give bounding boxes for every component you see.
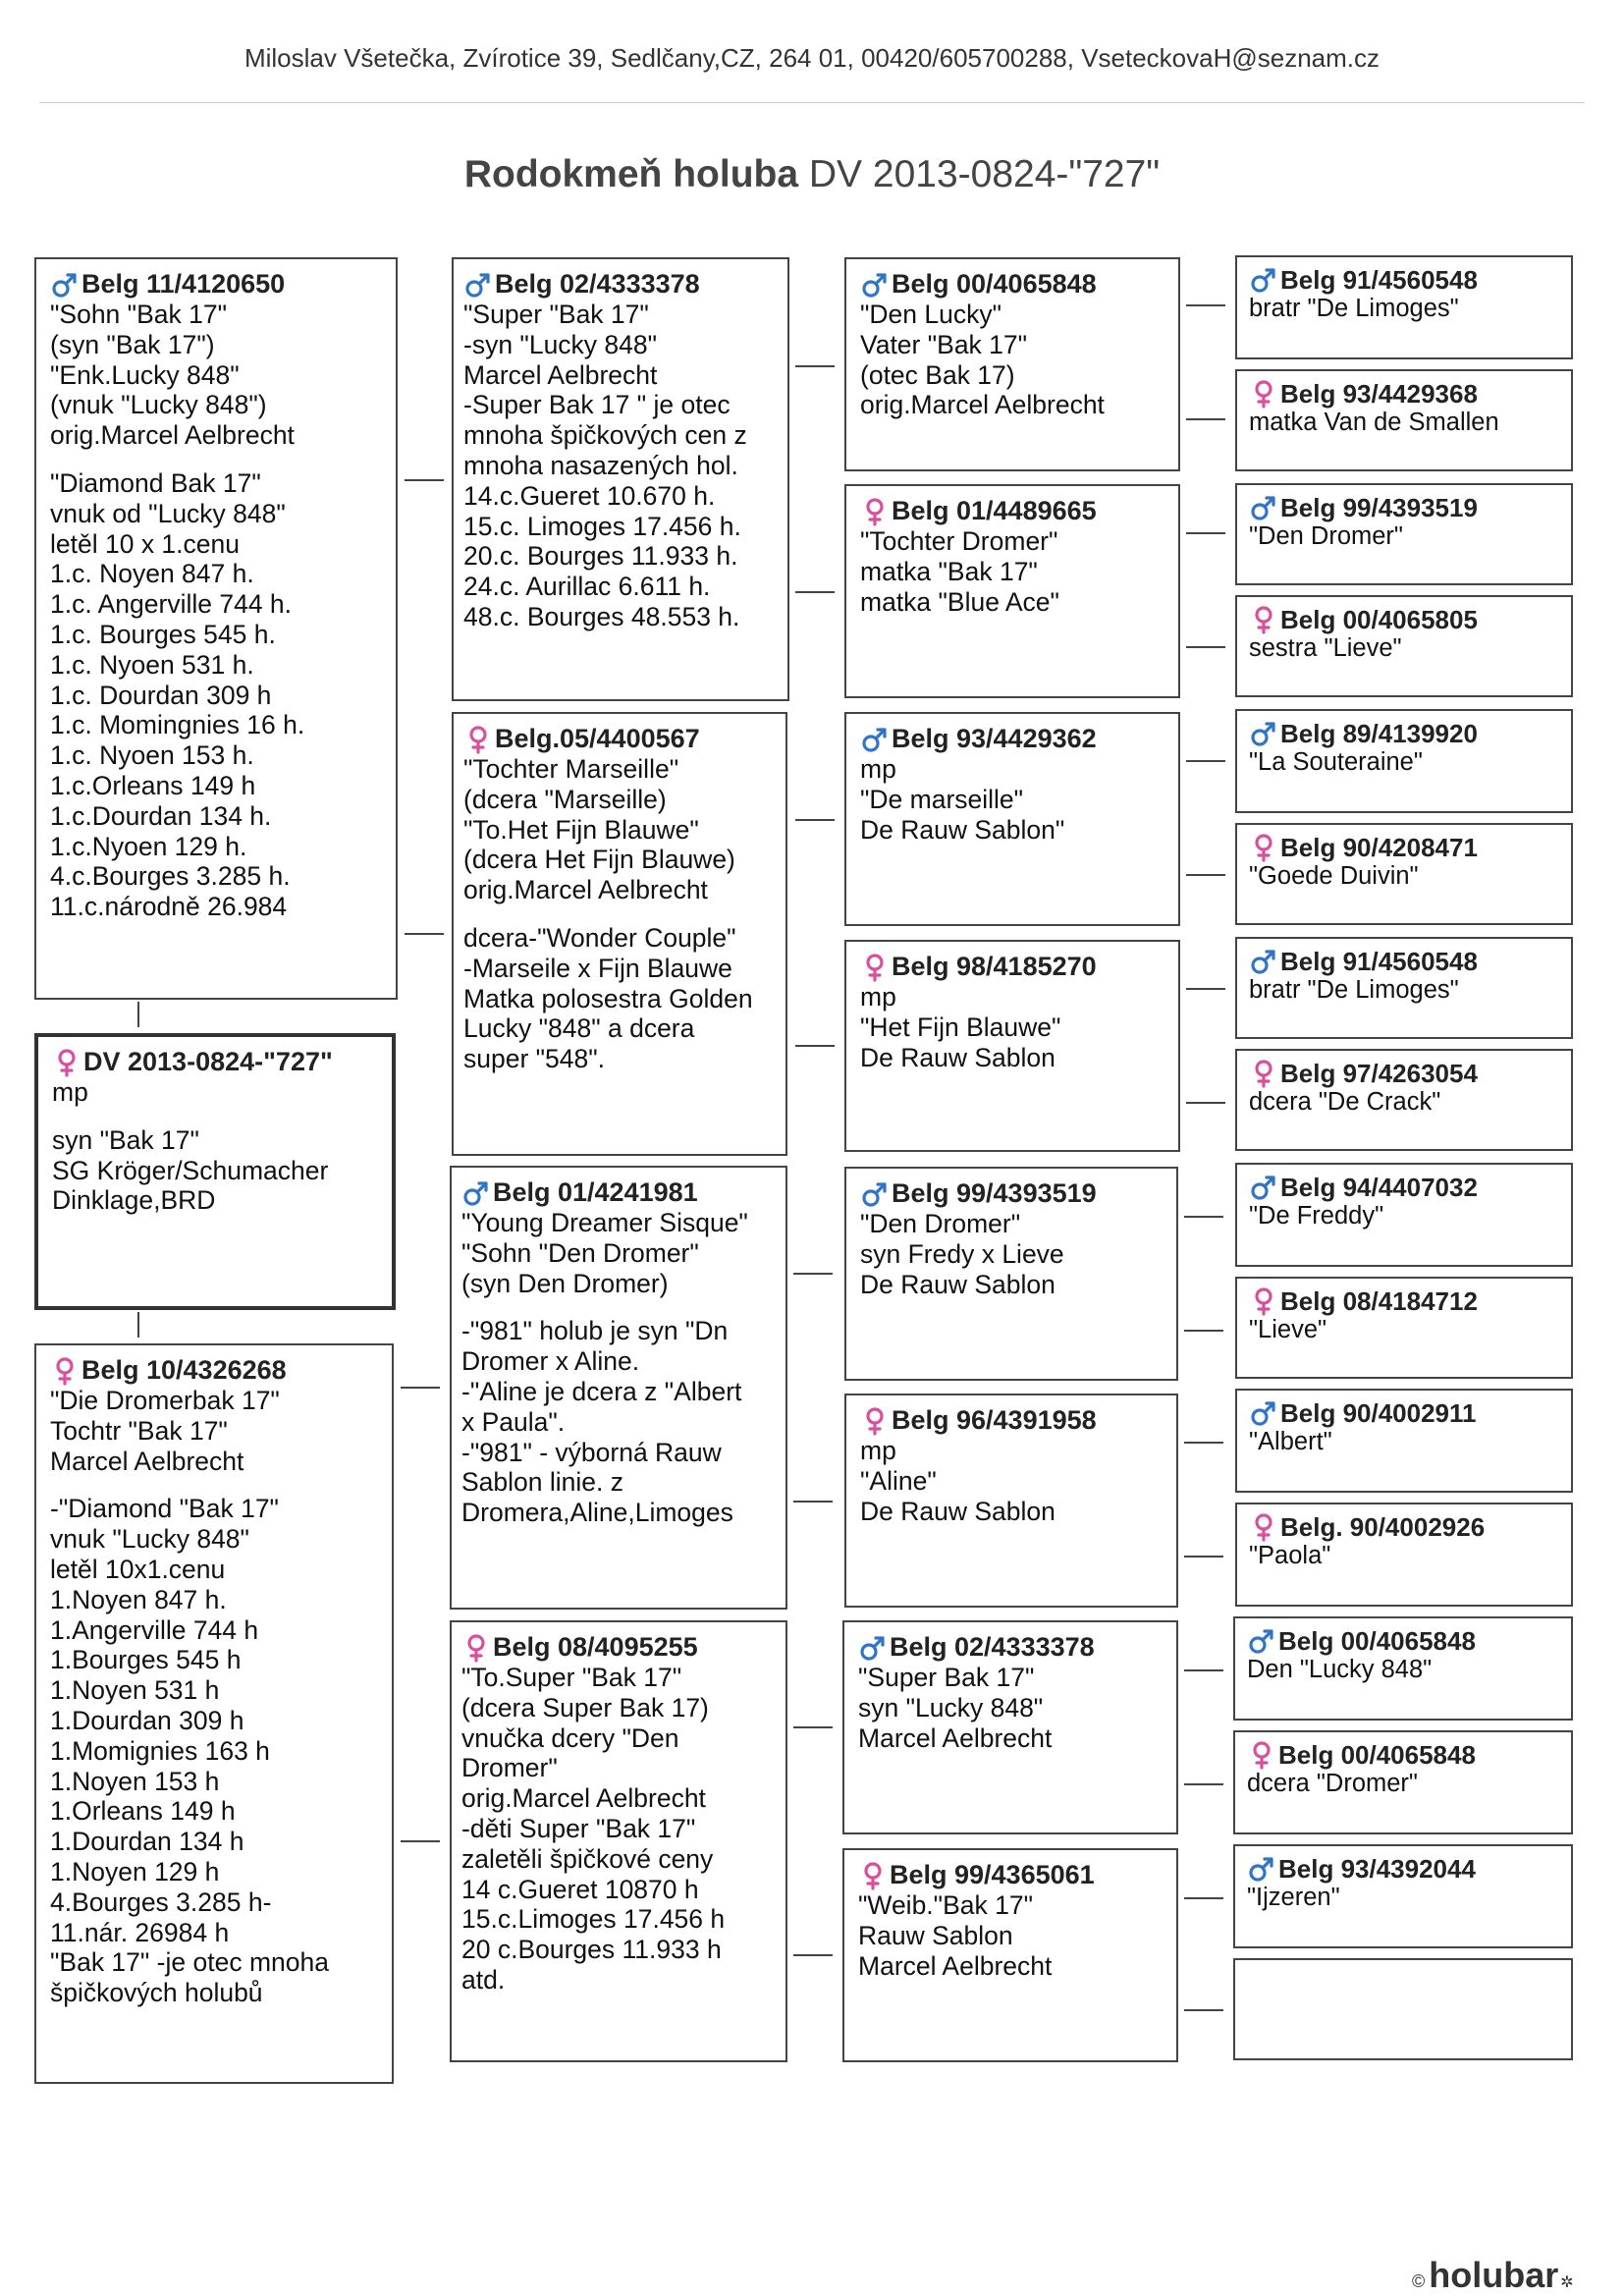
pigeon-id [50, 1355, 380, 1386]
pedigree-note-line: "Ijzeren" [1247, 1884, 1340, 1911]
pigeon-id [463, 269, 776, 300]
pedigree-note-line: (syn Den Dromer) [461, 1268, 669, 1298]
pigeon-id [52, 1047, 380, 1077]
pedigree-note-line: "Bak 17" -je otec mnoha [50, 1947, 329, 1978]
pedigree-note-line: letěl 10x1.cenu [50, 1554, 226, 1584]
pedigree-note-line: "Tochter Marseille" [463, 754, 679, 784]
pedigree-box-gen3-1 [844, 257, 1180, 471]
pedigree-note-line: "Die Dromerbak 17" [50, 1386, 280, 1415]
pigeon-id-text: Belg 00/4065805 [1280, 604, 1478, 634]
connector-line [1184, 1783, 1223, 1785]
pedigree-note-line: Dromera,Aline,Limoges [461, 1498, 733, 1528]
connector-line [137, 1002, 139, 1027]
spacer [52, 1108, 380, 1125]
pedigree-box-gen4-4 [1235, 595, 1573, 697]
pedigree-note-line: (syn "Bak 17") [50, 329, 215, 359]
connector-line [793, 1954, 833, 1956]
pigeon-id [461, 1632, 774, 1663]
connector-line [1186, 1102, 1225, 1104]
male-symbol-icon [1249, 719, 1278, 748]
female-symbol-icon [52, 1048, 81, 1077]
pedigree-note-line: orig.Marcel Aelbrecht [461, 1783, 706, 1814]
connector-line [1184, 1556, 1223, 1558]
page-title [0, 153, 1624, 196]
brand-logo-text: holubar [1429, 2255, 1559, 2295]
connector-line [1184, 2009, 1223, 2011]
pedigree-note-line: 1.c.Orleans 149 h [50, 770, 256, 800]
pedigree-note-line: "Enk.Lucky 848" [50, 359, 240, 390]
pedigree-box-gen3-7 [842, 1620, 1178, 1834]
pedigree-note-line: "Lieve" [1249, 1316, 1327, 1343]
pedigree-note-line: Lucky "848" a dcera [463, 1013, 695, 1044]
pedigree-note-line: 1.c. Angerville 744 h. [50, 589, 293, 620]
pedigree-note-line: Matka polosestra Golden [463, 983, 753, 1013]
male-symbol-icon [463, 270, 493, 300]
pigeon-id [860, 496, 1166, 526]
pedigree-box-maternal-grandfather [450, 1166, 787, 1610]
connector-line [137, 1312, 139, 1338]
connector-line [795, 591, 835, 593]
pedigree-box-gen4-8 [1235, 1049, 1573, 1151]
pigeon-id [1249, 1512, 1561, 1542]
pedigree-box-gen4-14 [1233, 1730, 1573, 1834]
connector-line [1186, 988, 1225, 990]
pedigree-note-line: "Super Bak 17" [858, 1663, 1035, 1692]
pedigree-box-gen4-2 [1235, 369, 1573, 471]
pedigree-box-paternal-grandfather [452, 257, 789, 701]
pedigree-note-line: 1.Dourdan 134 h [50, 1827, 244, 1857]
pedigree-note-line: 1.Noyen 531 h [50, 1675, 220, 1706]
pigeon-id-text: Belg 93/4429368 [1280, 378, 1478, 409]
pedigree-note-line: 20.c. Bourges 11.933 h. [463, 541, 738, 572]
spacer [463, 905, 774, 923]
pigeon-id [860, 1178, 1164, 1209]
pigeon-id [1249, 493, 1561, 522]
pedigree-note-line: 15.c. Limoges 17.456 h. [463, 511, 741, 541]
pedigree-note-line: "Young Dreamer Sisque" [461, 1208, 748, 1237]
pedigree-box-gen4-3 [1235, 483, 1573, 585]
pigeon-id-text: Belg 00/4065848 [1278, 1625, 1476, 1656]
connector-line [1184, 1330, 1223, 1332]
pigeon-id-text: Belg 93/4429362 [892, 724, 1097, 753]
pedigree-box-gen4-10 [1235, 1277, 1573, 1379]
female-symbol-icon [461, 1633, 491, 1663]
pedigree-box-gen4-16 [1233, 1958, 1573, 2060]
pigeon-id-text: Belg 89/4139920 [1280, 718, 1478, 748]
spacer [50, 451, 384, 468]
pedigree-note-line: Marcel Aelbrecht [50, 1446, 244, 1476]
pedigree-note-line: -"Diamond "Bak 17" [50, 1494, 279, 1524]
male-symbol-icon [1249, 265, 1278, 295]
pigeon-id-text: Belg. 90/4002926 [1280, 1511, 1486, 1542]
pigeon-id [1249, 719, 1561, 748]
pedigree-note-line: 1.c. Nyoen 153 h. [50, 740, 254, 771]
connector-line [795, 819, 835, 821]
female-symbol-icon [1249, 605, 1278, 634]
pedigree-note-line: "Den Lucky" [860, 300, 1002, 329]
pedigree-box-gen3-2 [844, 484, 1180, 698]
connector-line [405, 479, 444, 481]
pedigree-note-line: syn "Lucky 848" [858, 1692, 1044, 1722]
pedigree-note-line: Den "Lucky 848" [1247, 1656, 1433, 1683]
pigeon-id-text: Belg 02/4333378 [890, 1632, 1095, 1662]
pedigree-note-line: syn Fredy x Lieve [860, 1238, 1064, 1269]
pedigree-note-line: 24.c. Aurillac 6.611 h. [463, 572, 711, 602]
pedigree-note-line: mnoha špičkových cen z [463, 420, 747, 451]
pigeon-id-text: Belg 10/4326268 [81, 1355, 287, 1385]
pigeon-id-text: Belg 90/4208471 [1280, 832, 1478, 862]
female-symbol-icon [1249, 1059, 1278, 1088]
pedigree-note-line: bratr "De Limoges" [1249, 976, 1459, 1004]
male-symbol-icon [1249, 1173, 1278, 1202]
pedigree-note-line: "Goede Duivin" [1249, 862, 1419, 890]
female-symbol-icon [1249, 1286, 1278, 1316]
male-symbol-icon [860, 1179, 890, 1209]
pedigree-box-gen4-11 [1235, 1389, 1573, 1493]
pedigree-note-line: orig.Marcel Aelbrecht [860, 390, 1105, 420]
pedigree-note-line: vnuk od "Lucky 848" [50, 498, 286, 528]
connector-line [793, 1273, 833, 1275]
pedigree-note-line: 1.Momignies 163 h [50, 1735, 270, 1766]
pedigree-note-line: 14.c.Gueret 10.670 h. [463, 480, 716, 511]
pigeon-id-text: Belg 01/4489665 [892, 496, 1097, 525]
pedigree-note-line: vnuk "Lucky 848" [50, 1524, 249, 1555]
pigeon-id-text: Belg.05/4400567 [495, 724, 700, 753]
female-symbol-icon [1247, 1740, 1276, 1770]
connector-line [795, 1045, 835, 1047]
pigeon-id-text: Belg 00/4065848 [892, 269, 1097, 299]
pedigree-note-line: -syn "Lucky 848" [463, 329, 658, 359]
connector-line [1184, 1442, 1223, 1444]
connector-line [795, 365, 835, 367]
pigeon-id [858, 1632, 1164, 1663]
pedigree-note-line: "Diamond Bak 17" [50, 467, 261, 498]
pedigree-note-line: dcera-"Wonder Couple" [463, 922, 736, 953]
pigeon-id [1247, 1854, 1561, 1884]
female-symbol-icon [1249, 379, 1278, 409]
pedigree-note-line: špičkových holubů [50, 1978, 263, 2008]
connector-line [1184, 1216, 1223, 1218]
pedigree-note-line: "Het Fijn Blauwe" [860, 1011, 1061, 1042]
pedigree-note-line: atd. [461, 1964, 506, 1995]
pigeon-id-text: Belg 90/4002911 [1280, 1397, 1477, 1428]
pedigree-note-line: 1.c. Bourges 545 h. [50, 619, 276, 649]
male-symbol-icon [1249, 1398, 1278, 1428]
connector-line [1186, 532, 1225, 534]
pedigree-note-line: -"981" - výborná Rauw [461, 1437, 722, 1467]
pedigree-box-gen4-7 [1235, 937, 1573, 1039]
connector-line [1184, 1897, 1223, 1899]
pigeon-id-text: Belg 02/4333378 [495, 269, 700, 299]
pedigree-note-line: 20 c.Bourges 11.933 h [461, 1935, 722, 1965]
connector-line [401, 1387, 440, 1389]
male-symbol-icon [860, 725, 890, 754]
pigeon-id-text: Belg 99/4393519 [892, 1178, 1097, 1208]
pigeon-id-text: Belg 00/4065848 [1278, 1739, 1476, 1770]
female-symbol-icon [463, 725, 493, 754]
pedigree-note-line: 1.Angerville 744 h [50, 1614, 259, 1645]
female-symbol-icon [860, 1406, 890, 1436]
pedigree-box-mother [34, 1343, 394, 2084]
pedigree-note-line: "De Freddy" [1249, 1202, 1384, 1230]
pedigree-note-line: Dinklage,BRD [52, 1185, 216, 1216]
pigeon-id [50, 269, 384, 300]
pedigree-note-line: "Den Dromer" [1249, 522, 1403, 550]
pigeon-id [1249, 605, 1561, 634]
pedigree-box-gen3-5 [844, 1167, 1178, 1381]
title-prefix: Rodokmeň holuba [463, 153, 799, 195]
female-symbol-icon [860, 953, 890, 982]
pedigree-note-line: matka "Bak 17" [860, 556, 1038, 586]
pedigree-box-gen3-8 [842, 1848, 1178, 2062]
pedigree-box-father [34, 257, 398, 1000]
pedigree-box-gen4-12 [1235, 1503, 1573, 1607]
pigeon-id [1249, 947, 1561, 976]
header-divider [39, 102, 1585, 103]
pedigree-note-line: Vater "Bak 17" [860, 329, 1028, 359]
brand-mark: ✲ [1560, 2274, 1574, 2291]
male-symbol-icon [858, 1633, 888, 1663]
male-symbol-icon [1249, 493, 1278, 522]
pedigree-note-line: 1.c. Momingnies 16 h. [50, 710, 305, 740]
pedigree-note-line: "Albert" [1249, 1428, 1332, 1455]
copyright-mark: © [1412, 2271, 1426, 2291]
pedigree-note-line: -"981" holub je syn "Dn [461, 1316, 729, 1346]
pedigree-note-line: "Weib."Bak 17" [858, 1890, 1033, 1920]
pedigree-note-line: "To.Super "Bak 17" [461, 1663, 682, 1692]
female-symbol-icon [858, 1861, 888, 1890]
pedigree-note-line: syn "Bak 17" [52, 1124, 199, 1155]
connector-line [405, 933, 444, 935]
pigeon-id [461, 1177, 774, 1208]
pedigree-note-line: "De marseille" [860, 784, 1024, 814]
pedigree-box-gen3-4 [844, 940, 1180, 1152]
spacer [461, 1298, 774, 1316]
pedigree-box-paternal-grandmother [452, 712, 787, 1156]
pigeon-id-text: Belg 91/4560548 [1280, 264, 1478, 295]
male-symbol-icon [1249, 947, 1278, 976]
pigeon-id-text: Belg 96/4391958 [892, 1405, 1097, 1435]
pedigree-note-line: matka Van de Smallen [1249, 409, 1499, 436]
pedigree-note-line: 15.c.Limoges 17.456 h [461, 1904, 726, 1935]
pigeon-id [1247, 1626, 1561, 1656]
pigeon-id-text: Belg 91/4560548 [1280, 946, 1478, 976]
connector-line [793, 1501, 833, 1503]
pedigree-note-line: 1.Noyen 129 h [50, 1856, 220, 1886]
pedigree-box-gen4-9 [1235, 1163, 1573, 1267]
pedigree-note-line: orig.Marcel Aelbrecht [463, 875, 708, 905]
pedigree-note-line: 1.c.Dourdan 134 h. [50, 800, 272, 831]
pigeon-id [1249, 1059, 1561, 1088]
pigeon-id [1249, 265, 1561, 295]
pedigree-note-line: dcera "Dromer" [1247, 1770, 1418, 1797]
connector-line [1186, 304, 1225, 306]
connector-line [1186, 418, 1225, 420]
pedigree-note-line: De Rauw Sablon [860, 1496, 1056, 1526]
pigeon-id [463, 724, 774, 754]
pigeon-id-text: Belg 94/4407032 [1280, 1172, 1478, 1202]
pedigree-note-line: 1.Noyen 847 h. [50, 1584, 227, 1614]
pedigree-note-line: bratr "De Limoges" [1249, 295, 1459, 322]
pedigree-note-line: "Den Dromer" [860, 1209, 1021, 1238]
female-symbol-icon [860, 497, 890, 526]
pedigree-note-line: 1.Noyen 153 h [50, 1766, 220, 1796]
title-code: DV 2013-0824-"727" [808, 153, 1161, 195]
pedigree-note-line: Marcel Aelbrecht [858, 1950, 1053, 1981]
pedigree-box-gen4-13 [1233, 1616, 1573, 1721]
pedigree-box-gen3-6 [844, 1394, 1178, 1608]
pigeon-id [860, 952, 1166, 982]
male-symbol-icon [1247, 1854, 1276, 1884]
pedigree-note-line: dcera "De Crack" [1249, 1088, 1441, 1116]
pedigree-note-line: 48.c. Bourges 48.553 h. [463, 601, 740, 631]
pedigree-note-line: mp [860, 1436, 896, 1465]
pedigree-note-line: 11.nár. 26984 h [50, 1917, 230, 1947]
pigeon-id-text: Belg 08/4095255 [493, 1632, 698, 1662]
pedigree-note-line: orig.Marcel Aelbrecht [50, 420, 295, 451]
pedigree-box-gen4-15 [1233, 1844, 1573, 1948]
pedigree-note-line: "Sohn "Bak 17" [50, 300, 227, 329]
pedigree-note-line: 1.c. Nyoen 531 h. [50, 649, 254, 680]
pedigree-note-line: sestra "Lieve" [1249, 634, 1402, 662]
pigeon-id [1249, 1398, 1561, 1428]
pedigree-box-maternal-grandmother [450, 1620, 787, 2062]
female-symbol-icon [50, 1356, 80, 1386]
pedigree-note-line: letěl 10 x 1.cenu [50, 528, 240, 559]
pigeon-id [1249, 1173, 1561, 1202]
pedigree-note-line: mnoha nasazených hol. [463, 450, 738, 480]
pedigree-note-line: vnučka dcery "Den [461, 1722, 679, 1753]
pigeon-id [1249, 379, 1561, 409]
female-symbol-icon [1249, 833, 1278, 862]
pigeon-id [1247, 1740, 1561, 1770]
pedigree-note-line: 4.Bourges 3.285 h- [50, 1886, 272, 1917]
pedigree-note-line: "Sohn "Den Dromer" [461, 1237, 699, 1268]
footer-brand [1412, 2255, 1574, 2296]
pedigree-box-gen3-3 [844, 712, 1180, 926]
pedigree-note-line: mp [860, 982, 896, 1011]
pigeon-id-text: Belg 93/4392044 [1278, 1853, 1476, 1884]
pedigree-note-line: mp [52, 1077, 88, 1107]
pedigree-note-line: -Marseile x Fijn Blauwe [463, 953, 732, 983]
pigeon-id [860, 269, 1166, 300]
connector-line [1184, 1669, 1223, 1671]
pedigree-note-line: "La Souteraine" [1249, 748, 1423, 776]
connector-line [401, 1840, 440, 1842]
pedigree-note-line: De Rauw Sablon" [860, 814, 1065, 845]
connector-line [1186, 760, 1225, 762]
pigeon-id-text: DV 2013-0824-"727" [83, 1047, 333, 1076]
pedigree-note-line: (vnuk "Lucky 848") [50, 390, 267, 420]
male-symbol-icon [461, 1178, 491, 1208]
pedigree-box-gen4-1 [1235, 255, 1573, 359]
pigeon-id [858, 1860, 1164, 1890]
pedigree-note-line: De Rauw Sablon [860, 1269, 1056, 1299]
pedigree-note-line: "To.Het Fijn Blauwe" [463, 814, 699, 845]
pedigree-note-line: Dromer x Aline. [461, 1346, 640, 1377]
pedigree-note-line: SG Kröger/Schumacher [52, 1155, 329, 1185]
female-symbol-icon [1249, 1512, 1278, 1542]
pedigree-note-line: (dcera "Marseille) [463, 784, 667, 814]
pigeon-id-text: Belg 99/4365061 [890, 1860, 1095, 1889]
male-symbol-icon [1247, 1626, 1276, 1656]
pedigree-note-line: -"Aline je dcera z "Albert [461, 1376, 742, 1406]
pedigree-note-line: 1.Orleans 149 h [50, 1796, 236, 1827]
pedigree-note-line: Dromer" [461, 1753, 558, 1783]
pedigree-note-line: zaletěli špičkové ceny [461, 1843, 714, 1874]
pedigree-note-line: De Rauw Sablon [860, 1042, 1056, 1072]
pedigree-box-gen4-5 [1235, 709, 1573, 813]
pigeon-id-text: Belg 01/4241981 [493, 1177, 698, 1207]
pedigree-note-line: mp [860, 754, 896, 784]
connector-line [1186, 874, 1225, 876]
pedigree-note-line: 1.c. Noyen 847 h. [50, 559, 254, 589]
pedigree-note-line: (dcera Super Bak 17) [461, 1692, 709, 1722]
pedigree-note-line: -Super Bak 17 " je otec [463, 390, 731, 420]
pedigree-note-line: super "548". [463, 1044, 606, 1074]
pigeon-id [1249, 1286, 1561, 1316]
pigeon-id-text: Belg 99/4393519 [1280, 492, 1478, 522]
male-symbol-icon [50, 270, 80, 300]
pigeon-id-text: Belg 98/4185270 [892, 952, 1097, 981]
pedigree-note-line: Marcel Aelbrecht [858, 1722, 1053, 1753]
pedigree-note-line: 11.c.národně 26.984 [50, 892, 288, 922]
pedigree-note-line: 1.Dourdan 309 h [50, 1705, 244, 1735]
pedigree-note-line: 4.c.Bourges 3.285 h. [50, 861, 291, 892]
pigeon-id [1249, 833, 1561, 862]
pedigree-note-line: 1.c.Nyoen 129 h. [50, 831, 247, 861]
pigeon-id-text: Belg 08/4184712 [1280, 1285, 1478, 1316]
pedigree-note-line: 14 c.Gueret 10870 h [461, 1874, 699, 1904]
pedigree-note-line: Sablon linie. z [461, 1467, 623, 1498]
pedigree-note-line: -děti Super "Bak 17" [461, 1813, 696, 1843]
pedigree-note-line: (dcera Het Fijn Blauwe) [463, 845, 735, 875]
connector-line [1186, 646, 1225, 648]
male-symbol-icon [860, 270, 890, 300]
pigeon-id [860, 1405, 1164, 1436]
pedigree-note-line: 1.c. Dourdan 309 h [50, 680, 272, 710]
pedigree-note-line: Tochtr "Bak 17" [50, 1415, 228, 1446]
pedigree-note-line: matka "Blue Ace" [860, 586, 1059, 617]
spacer [50, 1476, 380, 1494]
pedigree-note-line: "Aline" [860, 1465, 937, 1496]
pedigree-note-line: Marcel Aelbrecht [463, 359, 658, 390]
pedigree-note-line: "Super "Bak 17" [463, 300, 649, 329]
pedigree-note-line: Rauw Sablon [858, 1920, 1013, 1950]
pedigree-note-line: (otec Bak 17) [860, 359, 1015, 390]
connector-line [793, 1726, 833, 1728]
pedigree-note-line: x Paula". [461, 1406, 566, 1437]
breeder-contact: Miloslav Všetečka, Zvírotice 39, Sedlčany,CZ, 264 01, 00420/605700288, VseteckovaH@seznam.cz [244, 43, 1380, 73]
pedigree-note-line: "Tochter Dromer" [860, 526, 1058, 556]
pedigree-box-subject [34, 1033, 396, 1310]
pigeon-id-text: Belg 97/4263054 [1280, 1058, 1478, 1088]
pedigree-box-gen4-6 [1235, 823, 1573, 925]
pigeon-id [860, 724, 1166, 754]
pigeon-id-text: Belg 11/4120650 [81, 269, 286, 299]
pedigree-note-line: 1.Bourges 545 h [50, 1645, 242, 1675]
pedigree-note-line: "Paola" [1249, 1542, 1331, 1569]
